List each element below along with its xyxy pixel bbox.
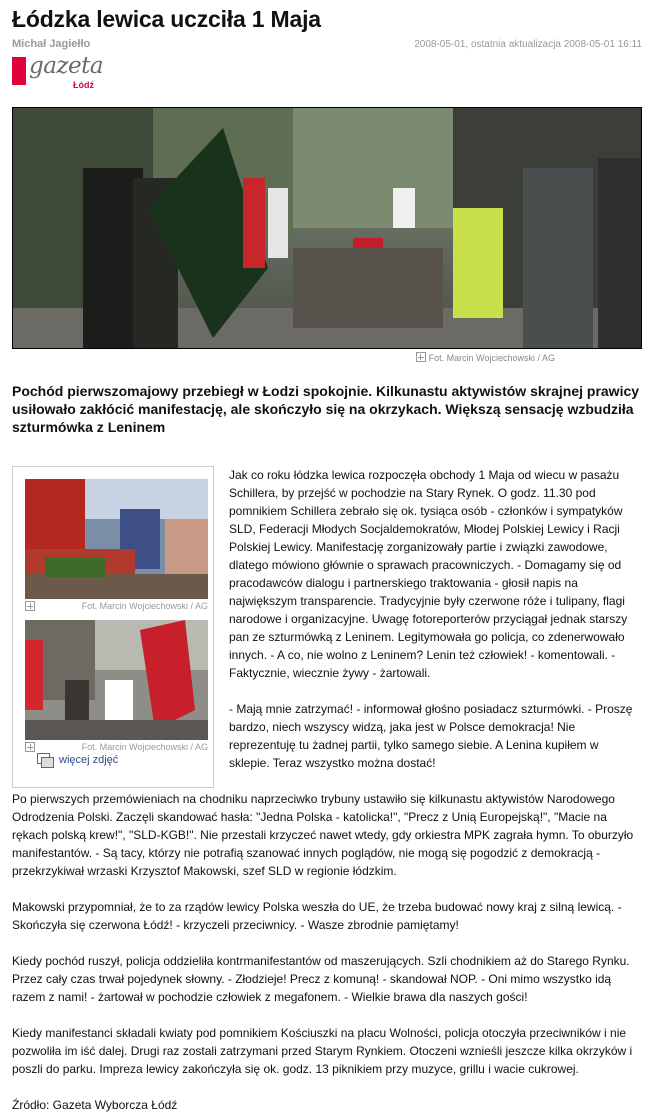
gallery-photo-2-credit-text: Fot. Marcin Wojciechowski / AG [81,742,208,752]
gallery-photo-2[interactable] [25,620,208,740]
zoom-plus-icon[interactable] [25,742,35,752]
article-title: Łódzka lewica uczciła 1 Maja [12,6,321,32]
gallery-photo-1-credit-text: Fot. Marcin Wojciechowski / AG [81,601,208,611]
zoom-plus-icon[interactable] [416,352,426,362]
main-photo-credit [416,352,555,363]
gazeta-lodz-logo[interactable] [12,53,104,90]
gallery-photo-1-credit [25,601,208,611]
article-paragraph: Kiedy pochód ruszył, policja oddzieliła kontrmanifestantów od maszerujących. Szli chodnikiem aż do Starego Rynku. Przez cały czas trwał pojedynek słowny. - Złodzieje! Precz z komuną! - skandował NOP. - Oni mimo wszystko idą razem z nami! - żartował w pochodzie człowiek z megafonem. - Wielkie brawa dla naszych gości! [12,954,630,1004]
more-photos-link[interactable] [37,754,118,766]
main-photo[interactable] [12,107,642,349]
article-author[interactable]: Michał Jagiełło [12,38,91,50]
article-dates: 2008-05-01, ostatnia aktualizacja 2008-05-01 16:11 [414,39,642,50]
gallery-photo-2-credit [25,742,208,752]
photo-gallery-box [12,466,214,788]
article-paragraph: - Mają mnie zatrzymać! - informował głośno posiadacz szturmówki. - Proszę bardzo, niech wszyscy widzą, jaka jest w Polsce demokracja! Nie reprezentuję tu żadnej partii, tylko samego siebie. A Lenina kupiłem w sklepie. Teraz wszystko można dostać! [229,702,633,770]
gallery-photo-1-image [25,479,208,599]
main-photo-credit-text: Fot. Marcin Wojciechowski / AG [428,353,555,363]
article-paragraph: Jak co roku łódzka lewica rozpoczęła obchody 1 Maja od wiecu w pasażu Schillera, by przejść w pochodzie na Stary Rynek. O godz. 11.30 pod pomnikiem Schillera zebrało się ok. tysiąca osób - członków i sympatyków SLD, Federacji Młodych Socjaldemokratów, Młodej Polskiej Lewicy i Racji Polskiej Lewicy. Manifestację zorganizowały partie i związki zawodowe, dlatego mówiono głównie o sprawach pracowniczych. - Domagamy się od pracodawców dialogu i partnerskiego traktowania - głosił napis na największym transparencie. Tradycyjnie były czerwone róże i tulipany, flagi narodowe i organizacyjne. Uwagę fotoreporterów przyciągał jednak starszy pan ze szturmówką z Leninem. Legitymowała go policja, co zdenerwowało innych. - A co, nie wolno z Leninem? Lenin też człowiek! - komentowali. - Faktycznie, wiecznie żywy - żartowali. [229,468,628,680]
main-photo-image [13,108,642,349]
article-paragraph: Po pierwszych przemówieniach na chodniku naprzeciwko trybuny ustawiło się kilkunastu aktywistów Narodowego Odrodzenia Polski. Zaczęli skandować hasła: "Jedna Polska - katolicka!", "Precz z Unią Europejską!", "Macie na rękach polską krew!", "SLD-KGB!". Nie przestali krzyczeć nawet wtedy, gdy orkiestra MPK zagrała hymn. To oburzyło manifestantów. - Są tacy, którzy nie potrafią szanować innych poglądów, nie mogą się pogodzić z demokracją - przekrzykiwał wrzaski Krzysztof Makowski, szef SLD w regionie łódzkim. [12,792,634,878]
gallery-photo-1[interactable] [25,479,208,599]
zoom-plus-icon[interactable] [25,601,35,611]
more-photos-label[interactable]: więcej zdjęć [59,754,119,766]
logo-wordmark: gazeta [29,53,104,79]
logo-city: Łódź [73,80,94,90]
article-paragraph: Makowski przypomniał, że to za rządów lewicy Polska weszła do UE, że trzeba budować nowy kraj z silną lewicą. - Skończyła się czerwona Łódź! - krzyczeli przeciwnicy. - Wasze zbrodnie pamiętamy! [12,900,622,932]
article-lead: Pochód pierwszomajowy przebiegł w Łodzi spokojnie. Kilkunastu aktywistów skrajnej prawicy usiłowało zakłócić manifestację, ale skończyło się na okrzykach. Większą sensację wzbudziła szturmówka z Leninem [12,383,640,435]
article-source: Źródło: Gazeta Wyborcza Łódź [12,1098,178,1112]
article-paragraph: Kiedy manifestanci składali kwiaty pod pomnikiem Kościuszki na placu Wolności, policja otoczyła przeciwników i nie pozwoliła im iść dalej. Drugi raz zostali zatrzymani przed Starym Rynkiem. Otoczeni wznieśli jeszcze kilka okrzyków i poszli do parku. Impreza lewicy zakończyła się ok. godz. 13 piknikiem przy muzyce, grillu i wacie cukrowej. [12,1026,633,1076]
gallery-photo-2-image [25,620,208,740]
logo-mark [12,57,26,85]
gallery-icon [37,753,53,767]
